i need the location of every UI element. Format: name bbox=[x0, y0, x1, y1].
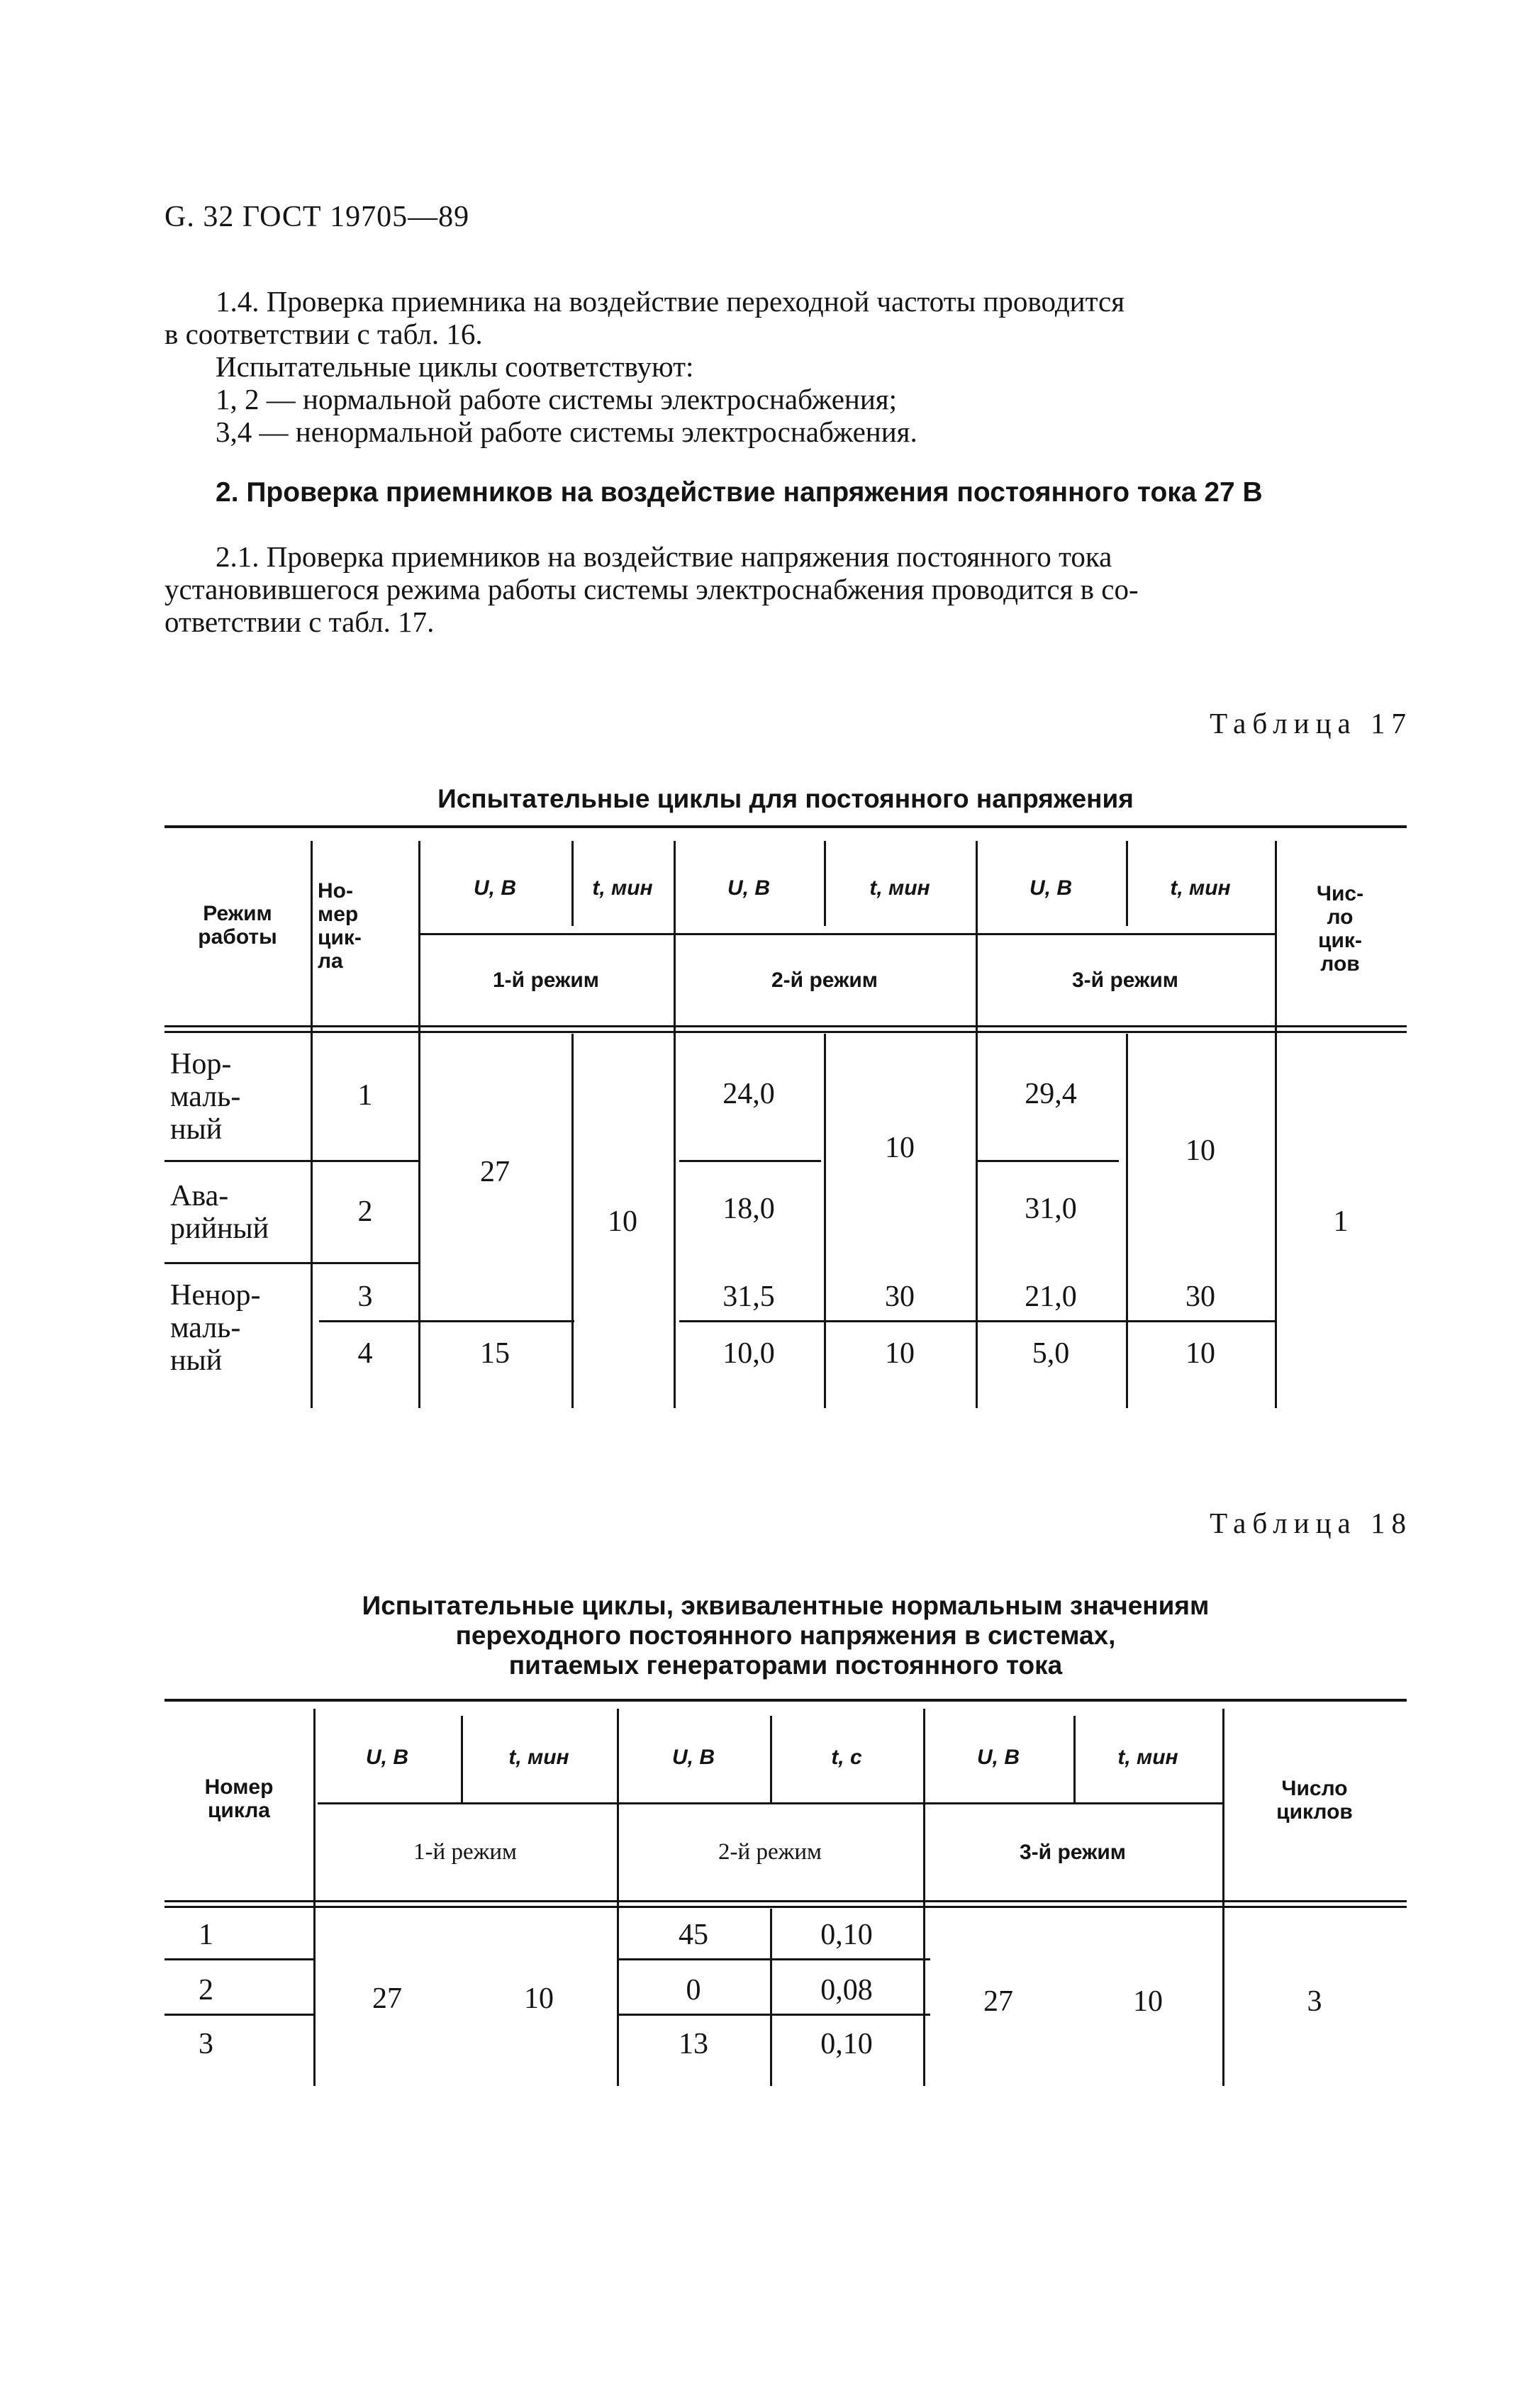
table-17-t2-cycles-1-2: 10 bbox=[885, 1132, 915, 1164]
table-17-mode-emergency: Ава- рийный bbox=[170, 1180, 269, 1245]
paragraph-1-4-line-4: 1, 2 — нормальной работе системы электроснабжения; bbox=[216, 383, 898, 415]
table-18-row-rule-2 bbox=[164, 2014, 313, 2016]
table-18-header-rule-b bbox=[164, 1906, 1407, 1908]
table-17-u2-cycle-1: 24,0 bbox=[722, 1078, 775, 1110]
table-17-cycle-3: 3 bbox=[357, 1280, 373, 1313]
table-18-row-rule-2b bbox=[618, 2014, 930, 2016]
paragraph-1-4-line-1: 1.4. Проверка приемника на воздействие переходной частоты проводится bbox=[216, 285, 1125, 318]
table-17-col-line-6 bbox=[976, 841, 978, 1408]
table-18-header-count: Число циклов bbox=[1276, 1777, 1353, 1824]
table-18-row-rule-1b bbox=[618, 1958, 930, 1960]
table-17-header-t3: t, мин bbox=[1170, 876, 1231, 900]
table-18-header-t2: t, с bbox=[831, 1746, 862, 1769]
table-17-col-line-1 bbox=[311, 841, 313, 1408]
table-18-t1: 10 bbox=[524, 1982, 554, 2015]
table-17-t3-cycle-3: 30 bbox=[1185, 1280, 1215, 1313]
table-17-u2-cycle-2: 18,0 bbox=[722, 1193, 775, 1225]
table-17-label: Таблица 17 bbox=[1210, 707, 1412, 740]
table-18-label: Таблица 18 bbox=[1210, 1507, 1412, 1539]
table-17-col-line-4 bbox=[674, 841, 676, 1408]
table-18-u2-cycle-1: 45 bbox=[679, 1919, 708, 1951]
paragraph-1-4-line-2: в соответствии с табл. 16. bbox=[164, 318, 483, 350]
table-18-u2-cycle-2: 0 bbox=[686, 1974, 701, 2007]
table-18-u3: 27 bbox=[983, 1985, 1013, 2018]
table-17-u1-cycle-4: 15 bbox=[480, 1337, 510, 1370]
table-17-header-rule-a bbox=[164, 1025, 1407, 1027]
table-17-u2-cycle-3: 31,5 bbox=[722, 1280, 775, 1313]
table-17-count: 1 bbox=[1333, 1205, 1349, 1238]
table-17-col-line-2 bbox=[418, 841, 420, 1408]
paragraph-1-4-line-5: 3,4 — ненормальной работе системы электроснабжения. bbox=[216, 415, 917, 448]
table-18-cycle-3: 3 bbox=[199, 2028, 213, 2060]
table-18-cycle-2: 2 bbox=[199, 1974, 213, 2007]
table-18-header-t3: t, мин bbox=[1117, 1746, 1178, 1769]
table-17-t1: 10 bbox=[608, 1205, 637, 1238]
table-18-t2-cycle-1: 0,10 bbox=[820, 1919, 873, 1951]
table-18-t3: 10 bbox=[1133, 1985, 1163, 2018]
table-18-t2-cycle-2: 0,08 bbox=[820, 1974, 873, 2007]
table-17-mode-normal: Нор- маль- ный bbox=[170, 1048, 241, 1146]
table-17-u3-cycle-3: 21,0 bbox=[1025, 1280, 1077, 1313]
table-17-header-regime-3: 3-й режим bbox=[1072, 969, 1178, 992]
table-17-u1-cycles-1-3: 27 bbox=[480, 1156, 510, 1188]
table-18-col-line-7 bbox=[1222, 1709, 1224, 2086]
table-17-header-u2: U, В bbox=[727, 876, 770, 900]
table-17-cycle-4: 4 bbox=[357, 1337, 373, 1370]
table-18-header-regime-2: 2-й режим bbox=[718, 1839, 822, 1865]
table-18-cycle-1: 1 bbox=[199, 1919, 213, 1951]
table-17-header-mode: Режим работы bbox=[198, 902, 277, 949]
table-17-header-cycle-no: Но- мер цик- ла bbox=[318, 879, 362, 973]
table-17-row-rule-u3 bbox=[977, 1160, 1119, 1162]
table-17-col-line-8 bbox=[1275, 841, 1277, 1408]
paragraph-2-1-line-1: 2.1. Проверка приемников на воздействие напряжения постоянного тока bbox=[216, 540, 1112, 573]
table-17-t3-cycle-4: 10 bbox=[1185, 1337, 1215, 1370]
table-17-u3-cycle-2: 31,0 bbox=[1025, 1193, 1077, 1225]
table-17-header-u1: U, В bbox=[474, 876, 516, 900]
paragraph-2-1-line-3: ответствии с табл. 17. bbox=[164, 605, 435, 638]
table-17-cycle-1: 1 bbox=[357, 1079, 373, 1112]
table-17-row-rule-3-u1 bbox=[418, 1320, 574, 1322]
table-17-header-t2: t, мин bbox=[869, 876, 930, 900]
table-17-mode-abnormal: Ненор- маль- ный bbox=[170, 1279, 261, 1377]
table-18-header-regime-3: 3-й режим bbox=[1020, 1841, 1126, 1864]
table-18-header-regime-1: 1-й режим bbox=[413, 1839, 517, 1865]
table-17-cycle-2: 2 bbox=[357, 1195, 373, 1228]
paragraph-1-4-line-3: Испытательные циклы соответствуют: bbox=[216, 350, 694, 383]
table-18-header-u1: U, В bbox=[366, 1746, 408, 1769]
page-header: G. 32 ГОСТ 19705—89 bbox=[164, 201, 470, 233]
table-18-row-rule-1 bbox=[164, 1958, 313, 1960]
table-18-count: 3 bbox=[1307, 1985, 1322, 2018]
table-18-header-u3: U, В bbox=[977, 1746, 1020, 1769]
table-17-t2-cycle-3: 30 bbox=[885, 1280, 915, 1313]
table-17-header-regime-1: 1-й режим bbox=[493, 969, 599, 992]
table-18-title-line-2: переходного постоянного напряжения в системах, bbox=[455, 1621, 1116, 1650]
table-17-title: Испытательные циклы для постоянного напряжения bbox=[437, 784, 1134, 813]
table-18-header-t1: t, мин bbox=[508, 1746, 569, 1769]
table-18-u1: 27 bbox=[372, 1982, 402, 2015]
table-18-u2-cycle-3: 13 bbox=[679, 2028, 708, 2060]
table-17-u2-cycle-4: 10,0 bbox=[722, 1337, 775, 1370]
table-17-subheader-rule bbox=[418, 933, 1275, 935]
table-18-title-line-3: питаемых генераторами постоянного тока bbox=[508, 1651, 1063, 1680]
section-2-heading: 2. Проверка приемников на воздействие напряжения постоянного тока 27 В bbox=[216, 477, 1263, 508]
table-17-u3-cycle-4: 5,0 bbox=[1032, 1337, 1070, 1370]
table-17-u3-cycle-1: 29,4 bbox=[1025, 1078, 1077, 1110]
paragraph-2-1-line-2: установившегося режима работы системы электроснабжения проводится в со- bbox=[164, 573, 1139, 605]
table-17-header-rule-b bbox=[164, 1031, 1407, 1033]
table-18-header-cycle-no: Номер цикла bbox=[204, 1775, 274, 1822]
table-18-header-rule-a bbox=[164, 1900, 1407, 1902]
table-17-row-rule-3-cycle bbox=[319, 1320, 418, 1322]
table-17-row-rule-2 bbox=[164, 1262, 418, 1264]
table-18-header-u2: U, В bbox=[672, 1746, 715, 1769]
table-18-subheader-rule bbox=[318, 1802, 1222, 1804]
table-18-t2-cycle-3: 0,10 bbox=[820, 2028, 873, 2060]
table-17-t3-cycles-1-2: 10 bbox=[1185, 1134, 1215, 1167]
table-18-title-line-1: Испытательные циклы, эквивалентные нормальным значениям bbox=[362, 1591, 1210, 1620]
table-17-header-regime-2: 2-й режим bbox=[771, 969, 878, 992]
table-17-t2-cycle-4: 10 bbox=[885, 1337, 915, 1370]
table-17-header-u3: U, В bbox=[1030, 876, 1072, 900]
table-17-row-rule-u2 bbox=[679, 1160, 821, 1162]
table-17-header-count: Чис- ло цик- лов bbox=[1316, 882, 1364, 976]
table-17-row-rule-1 bbox=[164, 1160, 418, 1162]
table-18-top-rule bbox=[164, 1699, 1407, 1702]
table-17-header-t1: t, мин bbox=[592, 876, 653, 900]
table-17-top-rule bbox=[164, 825, 1407, 828]
